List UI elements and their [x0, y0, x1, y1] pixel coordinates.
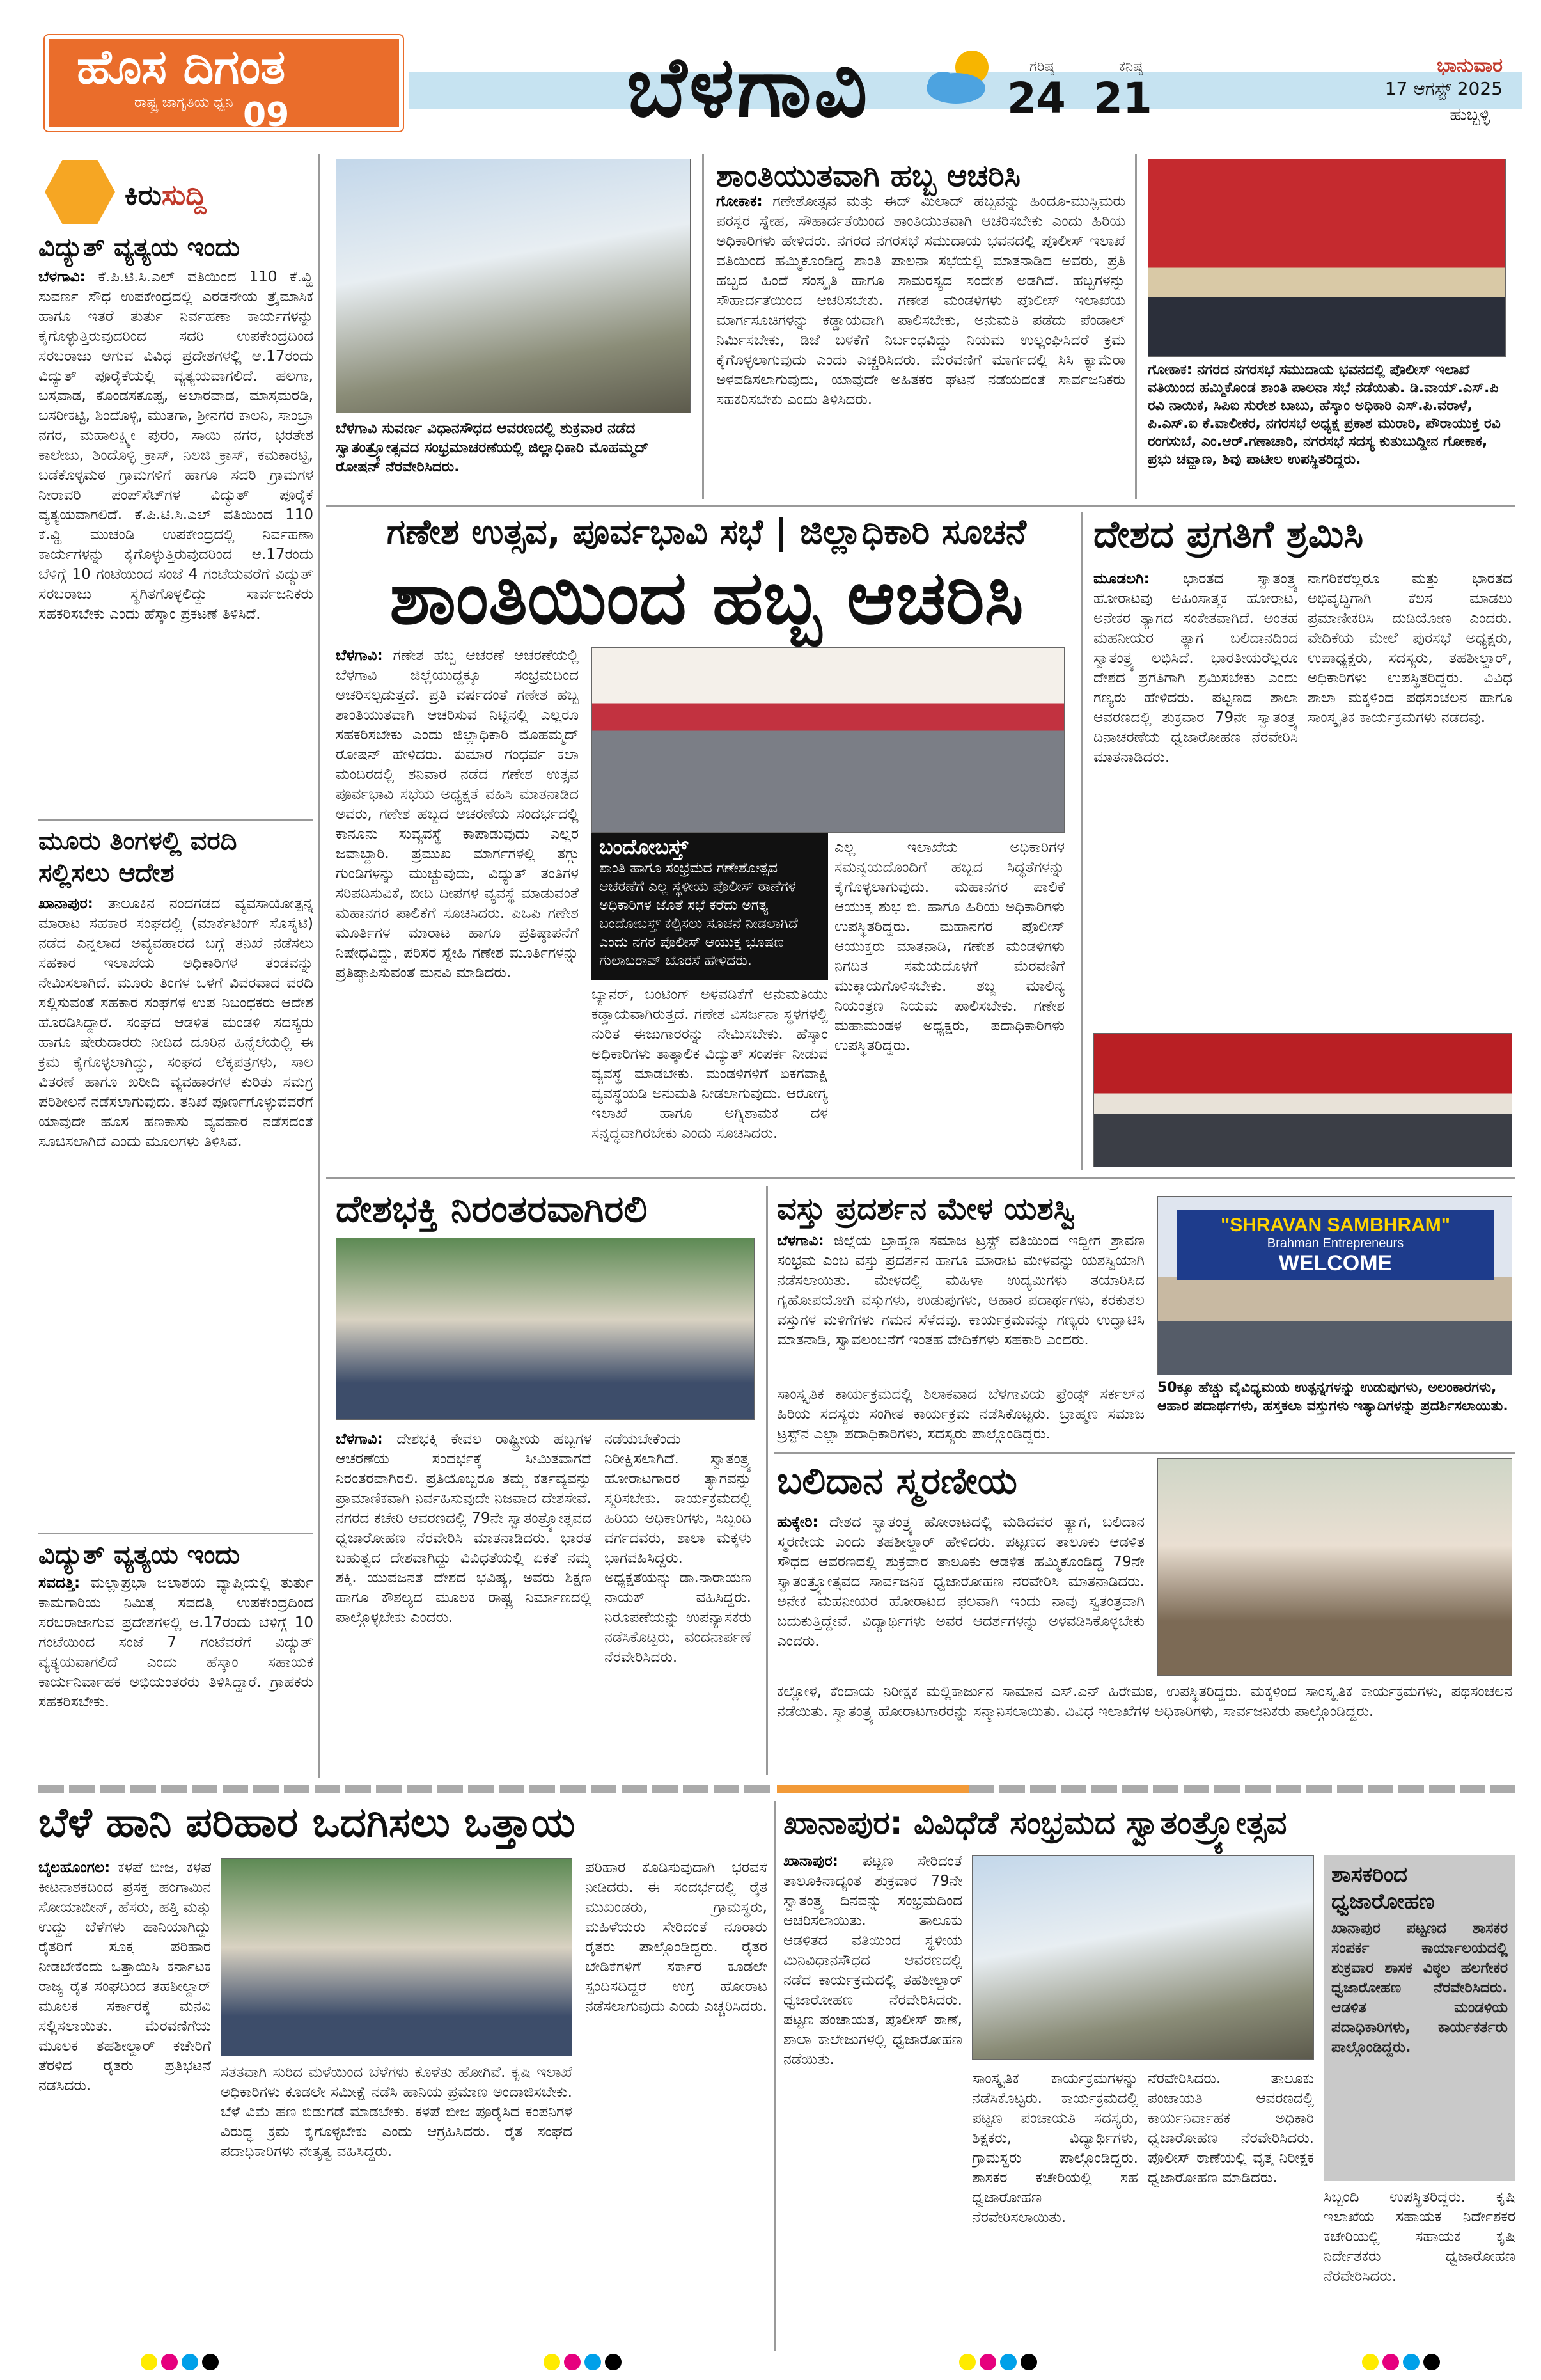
column-divider [702, 154, 704, 499]
story-body: ನಡೆಯಬೇಕೆಂದು ನಿರೀಕ್ಷಿಸಲಾಗಿದೆ. ಸ್ವಾತಂತ್ರ್ಯ ಹೋರಾಟಗಾರರ ತ್ಯಾಗವನ್ನು ಸ್ಮರಿಸಬೇಕು. ಕಾರ್ಯಕ್ರಮದಲ್ಲಿ ಹಿರಿಯ ಅಧಿಕಾರಿಗಳು, ಸಿಬ್ಬಂದಿ ವರ್ಗದವರು, ಶಾಲಾ ಮಕ್ಕಳು ಭಾಗವಹಿಸಿದ್ದರು. ಅಧ್ಯಕ್ಷತೆಯನ್ನು ಡಾ.ನಾರಾಯಣ ನಾಯಕ್ ವಹಿಸಿದ್ದರು. ನಿರೂಪಣೆಯನ್ನು ಉಪನ್ಯಾಸಕರು ನಡೆಸಿಕೊಟ್ಟರು, ವಂದನಾರ್ಪಣೆ ನೆರವೇರಿಸಿದರು. [604, 1431, 751, 1666]
issue-day: ಭಾನುವಾರ [1436, 54, 1503, 77]
photo-exhibition [1157, 1196, 1512, 1375]
registration-dot [1382, 2354, 1399, 2370]
story-headline: ದೇಶಭಕ್ತಿ ನಿರಂತರವಾಗಿರಲಿ [336, 1187, 648, 1231]
photo-caption-box [591, 833, 828, 980]
column-divider [318, 154, 320, 1778]
photo-caption: ಕಲ್ಲೋಳ, ಕೆಂದಾಯ ನಿರೀಕ್ಷಕ ಮಲ್ಲಿಕಾರ್ಜುನ ಸಾಮಾನ ಎಸ್.ಎನ್ ಹಿರೇಮಠ, ಉಪಸ್ಥಿತರಿದ್ದರು. ಮಕ್ಕಳಿಂದ ಸಾಂಸ್ಕೃತಿಕ ಕಾರ್ಯಕ್ರಮಗಳು, ಪಥಸಂಚಲನ ನಡೆಯಿತು. ಸ್ವಾತಂತ್ರ್ಯ ಹೋರಾಟಗಾರರನ್ನು ಸನ್ಮಾನಿಸಲಾಯಿತು. ವಿವಿಧ ಇಲಾಖೆಗಳ ಅಧಿಕಾರಿಗಳು, ಸಾರ್ವಜನಿಕರು ಪಾಲ್ಗೊಂಡಿದ್ದರು. [777, 1683, 1512, 1720]
registration-dot [980, 2354, 996, 2370]
section-stripe [38, 1785, 774, 1793]
story-body: ಸಿಬ್ಬಂದಿ ಉಪಸ್ಥಿತರಿದ್ದರು. ಕೃಷಿ ಇಲಾಖೆಯ ಸಹಾಯಕ ನಿರ್ದೇಶಕರ ಕಚೇರಿಯಲ್ಲಿ ಸಹಾಯಕ ಕೃಷಿ ನಿರ್ದೇಶಕರು ಧ್ವಜಾರೋಹಣ ನೆರವೇರಿಸಿದರು. [1324, 2189, 1515, 2285]
story-headline: ಮೂರು ತಿಂಗಳಲ್ಲಿ ವರದಿ ಸಲ್ಲಿಸಲು ಆದೇಶ [38, 826, 237, 888]
issue-date: 17 ಆಗಸ್ಟ್ 2025 [1384, 78, 1503, 99]
photo-farmers-protest [221, 1858, 572, 2056]
photo-school-function [1093, 1033, 1512, 1167]
masthead [0, 0, 1541, 138]
lead-body: ಎಲ್ಲ ಇಲಾಖೆಯ ಅಧಿಕಾರಿಗಳ ಸಮನ್ವಯದೊಂದಿಗೆ ಹಬ್ಬದ ಸಿದ್ಧತೆಗಳನ್ನು ಕೈಗೊಳ್ಳಲಾಗುವುದು. ಮಹಾನಗರ ಪಾಲಿಕೆ ಆಯುಕ್ತ ಶುಭ ಬಿ. ಹಾಗೂ ಹಿರಿಯ ಅಧಿಕಾರಿಗಳು ಉಪಸ್ಥಿತರಿದ್ದರು. ಮಹಾನಗರ ಪೊಲೀಸ್ ಆಯುಕ್ತರು ಮಾತನಾಡಿ, ಗಣೇಶ ಮಂಡಳಿಗಳು ನಿಗದಿತ ಸಮಯದೊಳಗೆ ಮೆರವಣಿಗೆ ಮುಕ್ತಾಯಗೊಳಿಸಬೇಕು. ಶಬ್ದ ಮಾಲಿನ್ಯ ನಿಯಂತ್ರಣ ನಿಯಮ ಪಾಲಿಸಬೇಕು. ಗಣೇಶ ಮಹಾಮಂಡಳ ಅಧ್ಯಕ್ಷರು, ಪದಾಧಿಕಾರಿಗಳು ಉಪಸ್ಥಿತರಿದ್ದರು. [834, 839, 1065, 1054]
photo-caption: ಬೆಳಗಾವಿ ಸುವರ್ಣ ವಿಧಾನಸೌಧದ ಆವರಣದಲ್ಲಿ ಶುಕ್ರವಾರ ನಡೆದ ಸ್ವಾತಂತ್ರ್ಯೋತ್ಸವದ ಸಂಭ್ರಮಾಚರಣೆಯಲ್ಲಿ ಜಿಲ್ಲಾಧಿಕಾರಿ ಮೊಹಮ್ಮದ್ ರೋಷನ್ ನೆರವೇರಿಸಿದರು. [336, 420, 649, 475]
story-body: ನಾಗರಿಕರೆಲ್ಲರೂ ಮತ್ತು ಭಾರತದ ಅಭಿವೃದ್ಧಿಗಾಗಿ ಕೆಲಸ ಮಾಡಲು ಪ್ರಮಾಣೀಕರಿಸಿ ದುಡಿಯೋಣ ಎಂದರು. ವೇದಿಕೆಯ ಮೇಲೆ ಪುರಸಭೆ ಅಧ್ಯಕ್ಷರು, ಉಪಾಧ್ಯಕ್ಷರು, ಸದಸ್ಯರು, ತಹಶೀಲ್ದಾರ್, ಅಧಿಕಾರಿಗಳು ಉಪಸ್ಥಿತರಿದ್ದರು. ವಿವಿಧ ಶಾಲಾ ಮಕ್ಕಳಿಂದ ಪಥಸಂಚಲನ ಹಾಗೂ ಸಾಂಸ್ಕೃತಿಕ ಕಾರ್ಯಕ್ರಮಗಳು ನಡೆದವು. [1308, 571, 1512, 726]
divider [38, 1533, 313, 1534]
registration-dot [564, 2354, 581, 2370]
column-divider [766, 1186, 768, 1775]
max-temp: 24 [1007, 74, 1066, 123]
edition: ಹುಬ್ಬಳ್ಳಿ [1450, 106, 1490, 125]
story-body: ಬೆಳಗಾವಿ: ಜಿಲ್ಲೆಯ ಬ್ರಾಹ್ಮಣ ಸಮಾಜ ಟ್ರಸ್ಟ್ ವತಿಯಿಂದ ಇದ್ದೀಗ ಶ್ರಾವಣ ಸಂಭ್ರಮ ಎಂಬ ವಸ್ತು ಪ್ರದರ್ಶನ ಹಾಗೂ ಮಾರಾಟ ಮೇಳವನ್ನು ಯಶಸ್ವಿಯಾಗಿ ನಡೆಸಲಾಯಿತು. ಮೇಳದಲ್ಲಿ ಮಹಿಳಾ ಉದ್ಯಮಿಗಳು ತಯಾರಿಸಿದ ಗೃಹೋಪಯೋಗಿ ವಸ್ತುಗಳು, ಉಡುಪುಗಳು, ಆಹಾರ ಪದಾರ್ಥಗಳು, ಕರಕುಶಲ ವಸ್ತುಗಳ ಮಳಿಗೆಗಳು ಗಮನ ಸೆಳೆದವು. ಕಾರ್ಯಕ್ರಮವನ್ನು ಗಣ್ಯರು ಉದ್ಘಾಟಿಸಿ ಮಾತನಾಡಿ, ಸ್ವಾವಲಂಬನೆಗೆ ಇಂತಹ ವೇದಿಕೆಗಳು ಸಹಕಾರಿ ಎಂದರು. [777, 1233, 1145, 1348]
divider [326, 1177, 1515, 1179]
registration-dot [1362, 2354, 1379, 2370]
registration-dot [1000, 2354, 1017, 2370]
story-body: ನೆರವೇರಿಸಿದರು. ತಾಲೂಕು ಪಂಚಾಯತಿ ಆವರಣದಲ್ಲಿ ಕಾರ್ಯನಿರ್ವಾಹಕ ಅಧಿಕಾರಿ ಧ್ವಜಾರೋಹಣ ನೆರವೇರಿಸಿದರು. ಪೊಲೀಸ್ ಠಾಣೆಯಲ್ಲಿ ವೃತ್ತ ನಿರೀಕ್ಷಕ ಧ್ವಜಾರೋಹಣ ಮಾಡಿದರು. [1148, 2070, 1314, 2186]
caption-text: ಶಾಂತಿ ಹಾಗೂ ಸಂಭ್ರಮದ ಗಣೇಶೋತ್ಸವ ಆಚರಣೆಗೆ ಎಲ್ಲ ಸ್ಥಳೀಯ ಪೊಲೀಸ್ ಠಾಣೆಗಳ ಅಧಿಕಾರಿಗಳ ಜೊತೆ ಸಭೆ ಕರೆದು ಅಗತ್ಯ ಬಂದೋಬಸ್ತ್ ಕಲ್ಪಿಸಲು ಸೂಚನೆ ನೀಡಲಾಗಿದೆ ಎಂದು ನಗರ ಪೊಲೀಸ್ ಆಯುಕ್ತ ಭೂಷಣ ಗುಲಾಬರಾವ್ ಬೊರಸೆ ಹೇಳಿದರು. [599, 860, 798, 969]
photo-flag-hoisting [336, 159, 691, 413]
mla-flag-box [1324, 1855, 1515, 2181]
lead-headline: ಶಾಂತಿಯಿಂದ ಹಬ್ಬ ಆಚರಿಸಿ [389, 555, 1024, 641]
min-temp: 21 [1093, 74, 1152, 123]
hand-icon [45, 160, 115, 224]
registration-dot [1403, 2354, 1420, 2370]
min-temp-label: ಕನಿಷ್ಠ [1119, 59, 1143, 75]
max-temp-label: ಗರಿಷ್ಠ [1029, 59, 1054, 75]
story-body: ಬೆಳಗಾವಿ: ದೇಶಭಕ್ತಿ ಕೇವಲ ರಾಷ್ಟ್ರೀಯ ಹಬ್ಬಗಳ ಆಚರಣೆಯ ಸಂದರ್ಭಕ್ಕೆ ಸೀಮಿತವಾಗದೆ ನಿರಂತರವಾಗಿರಲಿ. ಪ್ರತಿಯೊಬ್ಬರೂ ತಮ್ಮ ಕರ್ತವ್ಯವನ್ನು ಪ್ರಾಮಾಣಿಕವಾಗಿ ನಿರ್ವಹಿಸುವುದೇ ನಿಜವಾದ ದೇಶಸೇವೆ. ನಗರದ ಕಚೇರಿ ಆವರಣದಲ್ಲಿ 79ನೇ ಸ್ವಾತಂತ್ರ್ಯೋತ್ಸವದ ಧ್ವಜಾರೋಹಣ ನೆರವೇರಿಸಿ ಮಾತನಾಡಿದರು. ಭಾರತ ಬಹುತ್ವದ ದೇಶವಾಗಿದ್ದು ವಿವಿಧತೆಯಲ್ಲಿ ಏಕತೆ ನಮ್ಮ ಶಕ್ತಿ. ಯುವಜನತೆ ದೇಶದ ಭವಿಷ್ಯ, ಅವರು ಶಿಕ್ಷಣ ಹಾಗೂ ಕೌಶಲ್ಯದ ಮೂಲಕ ರಾಷ್ಟ್ರ ನಿರ್ಮಾಣದಲ್ಲಿ ಪಾಲ್ಗೊಳ್ಳಬೇಕು ಎಂದರು. [336, 1431, 591, 1626]
story-body: ಪರಿಹಾರ ಕೊಡಿಸುವುದಾಗಿ ಭರವಸೆ ನೀಡಿದರು. ಈ ಸಂದರ್ಭದಲ್ಲಿ ರೈತ ಮುಖಂಡರು, ಗ್ರಾಮಸ್ಥರು, ಮಹಿಳೆಯರು ಸೇರಿದಂತೆ ನೂರಾರು ರೈತರು ಪಾಲ್ಗೊಂಡಿದ್ದರು. ರೈತರ ಬೇಡಿಕೆಗಳಿಗೆ ಸರ್ಕಾರ ಕೂಡಲೇ ಸ್ಪಂದಿಸದಿದ್ದರೆ ಉಗ್ರ ಹೋರಾಟ ನಡೆಸಲಾಗುವುದು ಎಂದು ಎಚ್ಚರಿಸಿದರು. [585, 1859, 767, 2015]
caption-title: ಬಂದೋಬಸ್ತ್ [599, 835, 689, 859]
story-body: ಗೋಕಾಕ: ಗಣೇಶೋತ್ಸವ ಮತ್ತು ಈದ್ ಮಿಲಾದ್ ಹಬ್ಬವನ್ನು ಹಿಂದೂ-ಮುಸ್ಲಿಮರು ಪರಸ್ಪರ ಸ್ನೇಹ, ಸೌಹಾರ್ದತೆಯಿಂದ ಶಾಂತಿಯುತವಾಗಿ ಆಚರಿಸಬೇಕು ಎಂದು ಹಿರಿಯ ಅಧಿಕಾರಿಗಳು ಹೇಳಿದರು. ನಗರದ ನಗರಸಭೆ ಸಮುದಾಯ ಭವನದಲ್ಲಿ ಪೊಲೀಸ್ ಇಲಾಖೆ ವತಿಯಿಂದ ಹಮ್ಮಿಕೊಂಡಿದ್ದ ಶಾಂತಿ ಪಾಲನಾ ಸಭೆಯಲ್ಲಿ ಮಾತನಾಡಿದ ಅವರು, ಪ್ರತಿ ಹಬ್ಬದ ಹಿಂದೆ ಸಂಸ್ಕೃತಿ ಹಾಗೂ ಸಾಮರಸ್ಯದ ಸಂದೇಶ ಅಡಗಿದೆ. ಹಬ್ಬಗಳನ್ನು ಸೌಹಾರ್ದತೆಯಿಂದ ಆಚರಿಸಬೇಕು. ಗಣೇಶ ಮಂಡಳಿಗಳು ಪೊಲೀಸ್ ಇಲಾಖೆಯ ಮಾರ್ಗಸೂಚಿಗಳನ್ನು ಕಡ್ಡಾಯವಾಗಿ ಪಾಲಿಸಬೇಕು, ಅನುಮತಿ ಪಡೆದು ಪೆಂಡಾಲ್ ನಿರ್ಮಿಸಬೇಕು, ಡಿಜೆ ಬಳಕೆಗೆ ನಿರ್ಬಂಧವಿದ್ದು ನಿಯಮ ಉಲ್ಲಂಘಿಸಿದರೆ ಕ್ರಮ ಕೈಗೊಳ್ಳಲಾಗುವುದು ಎಂದು ಎಚ್ಚರಿಸಿದರು. ಮೆರವಣಿಗೆ ಮಾರ್ಗದಲ್ಲಿ ಸಿಸಿ ಕ್ಯಾಮೆರಾ ಅಳವಡಿಸಲಾಗುವುದು, ಯಾವುದೇ ಅಹಿತಕರ ಘಟನೆ ನಡೆಯದಂತೆ ಸಾರ್ವಜನಿಕರು ಸಹಕರಿಸಬೇಕು ಎಂದು ತಿಳಿಸಿದರು. [716, 193, 1125, 408]
section-stripe [969, 1785, 1515, 1793]
divider [38, 819, 313, 821]
divider [326, 505, 1515, 507]
lead-body: ಬೆಳಗಾವಿ: ಗಣೇಶ ಹಬ್ಬ ಆಚರಣೆ ಆಚರಣೆಯಲ್ಲಿ ಬೆಳಗಾವಿ ಜಿಲ್ಲೆಯುದ್ದಕ್ಕೂ ಸಂಭ್ರಮದಿಂದ ಆಚರಿಸಲ್ಪಡುತ್ತದೆ. ಪ್ರತಿ ವರ್ಷದಂತೆ ಗಣೇಶ ಹಬ್ಬ ಶಾಂತಿಯುತವಾಗಿ ಆಚರಿಸುವ ನಿಟ್ಟಿನಲ್ಲಿ ಎಲ್ಲರೂ ಸಹಕರಿಸಬೇಕು ಎಂದು ಜಿಲ್ಲಾಧಿಕಾರಿ ಮೊಹಮ್ಮದ್ ರೋಷನ್ ಹೇಳಿದರು. ಕುಮಾರ ಗಂಧರ್ವ ಕಲಾ ಮಂದಿರದಲ್ಲಿ ಶನಿವಾರ ನಡೆದ ಗಣೇಶ ಉತ್ಸವ ಪೂರ್ವಭಾವಿ ಸಭೆಯ ಅಧ್ಯಕ್ಷತೆ ವಹಿಸಿ ಮಾತನಾಡಿದ ಅವರು, ಗಣೇಶ ಹಬ್ಬದ ಆಚರಣೆಯ ಸಂದರ್ಭದಲ್ಲಿ ಕಾನೂನು ಸುವ್ಯವಸ್ಥೆ ಕಾಪಾಡುವುದು ಎಲ್ಲರ ಜವಾಬ್ದಾರಿ. ಪ್ರಮುಖ ಮಾರ್ಗಗಳಲ್ಲಿ ತಗ್ಗು ಗುಂಡಿಗಳನ್ನು ಮುಚ್ಚುವುದು, ವಿದ್ಯುತ್ ತಂತಿಗಳ ಸರಿಪಡಿಸುವಿಕೆ, ಬೀದಿ ದೀಪಗಳ ವ್ಯವಸ್ಥೆ ಮಾಡುವಂತೆ ಮಹಾನಗರ ಪಾಲಿಕೆಗೆ ಸೂಚಿಸಿದರು. ಪಿಒಪಿ ಗಣೇಶ ಮೂರ್ತಿಗಳ ಮಾರಾಟ ಹಾಗೂ ಪ್ರತಿಷ್ಠಾಪನೆಗೆ ನಿಷೇಧವಿದ್ದು, ಪರಿಸರ ಸ್ನೇಹಿ ಗಣೇಶ ಮೂರ್ತಿಗಳನ್ನು ಪ್ರತಿಷ್ಠಾಪಿಸುವಂತೆ ಮನವಿ ಮಾಡಿದರು. [336, 647, 579, 981]
lead-body: ಬ್ಯಾನರ್, ಬಂಟಿಂಗ್ ಅಳವಡಿಕೆಗೆ ಅನುಮತಿಯು ಕಡ್ಡಾಯವಾಗಿರುತ್ತದೆ. ಗಣೇಶ ವಿಸರ್ಜನಾ ಸ್ಥಳಗಳಲ್ಲಿ ನುರಿತ ಈಜುಗಾರರನ್ನು ನೇಮಿಸಬೇಕು. ಹೆಸ್ಕಾಂ ಅಧಿಕಾರಿಗಳು ತಾತ್ಕಾಲಿಕ ವಿದ್ಯುತ್ ಸಂಪರ್ಕ ನೀಡುವ ವ್ಯವಸ್ಥೆ ಮಾಡಬೇಕು. ಮಂಡಳಿಗಳಿಗೆ ಏಕಗವಾಕ್ಷಿ ವ್ಯವಸ್ಥೆಯಡಿ ಅನುಮತಿ ನೀಡಲಾಗುವುದು. ಆರೋಗ್ಯ ಇಲಾಖೆ ಹಾಗೂ ಅಗ್ನಿಶಾಮಕ ದಳ ಸನ್ನದ್ಧವಾಗಿರಬೇಕು ಎಂದು ಸೂಚಿಸಿದರು. [591, 986, 828, 1142]
story-body: ಸತತವಾಗಿ ಸುರಿದ ಮಳೆಯಿಂದ ಬೆಳೆಗಳು ಕೊಳೆತು ಹೋಗಿವೆ. ಕೃಷಿ ಇಲಾಖೆ ಅಧಿಕಾರಿಗಳು ಕೂಡಲೇ ಸಮೀಕ್ಷೆ ನಡೆಸಿ ಹಾನಿಯ ಪ್ರಮಾಣ ಅಂದಾಜಿಸಬೇಕು. ಬೆಳೆ ವಿಮೆ ಹಣ ಬಿಡುಗಡೆ ಮಾಡಬೇಕು. ಕಳಪೆ ಬೀಜ ಪೂರೈಸಿದ ಕಂಪನಿಗಳ ವಿರುದ್ಧ ಕ್ರಮ ಕೈಗೊಳ್ಳಬೇಕು ಎಂದು ಆಗ್ರಹಿಸಿದರು. ರೈತ ಸಂಘದ ಪದಾಧಿಕಾರಿಗಳು ನೇತೃತ್ವ ವಹಿಸಿದ್ದರು. [221, 2064, 572, 2160]
column-divider [1135, 154, 1137, 499]
photo-caption: 50ಕ್ಕೂ ಹೆಚ್ಚು ವೈವಿಧ್ಯಮಯ ಉತ್ಪನ್ನಗಳನ್ನು ಉಡುಪುಗಳು, ಅಲಂಕಾರಗಳು, ಆಹಾರ ಪದಾರ್ಥಗಳು, ಹಸ್ತಕಲಾ ವಸ್ತುಗಳು ಇತ್ಯಾದಿಗಳನ್ನು ಪ್ರದರ್ಶಿಸಲಾಯಿತು. [1157, 1380, 1508, 1414]
logo-tagline: ರಾಷ್ಟ್ರ ಜಾಗೃತಿಯ ಧ್ವನಿ [134, 95, 233, 111]
story-body: ಖಾನಾಪುರ: ತಾಲೂಕಿನ ನಂದಗಡದ ವ್ಯವಸಾಯೋತ್ಪನ್ನ ಮಾರಾಟ ಸಹಕಾರ ಸಂಘದಲ್ಲಿ (ಮಾರ್ಕೆಟಿಂಗ್ ಸೊಸೈಟಿ) ನಡೆದ ಎನ್ನಲಾದ ಅವ್ಯವಹಾರದ ಬಗ್ಗೆ ತನಿಖೆ ನಡೆಸಲು ಸಹಕಾರ ಇಲಾಖೆಯ ಅಧಿಕಾರಿಗಳ ತಂಡವನ್ನು ನೇಮಿಸಲಾಗಿದೆ. ಮೂರು ತಿಂಗಳ ಒಳಗೆ ವಿವರವಾದ ವರದಿ ಸಲ್ಲಿಸುವಂತೆ ಸಹಕಾರ ಸಂಘಗಳ ಉಪ ನಿಬಂಧಕರು ಆದೇಶ ಹೊರಡಿಸಿದ್ದಾರೆ. ಸಂಘದ ಆಡಳಿತ ಮಂಡಳಿ ಸದಸ್ಯರು ಹಾಗೂ ಷೇರುದಾರರು ನೀಡಿದ ದೂರಿನ ಹಿನ್ನೆಲೆಯಲ್ಲಿ ಈ ಕ್ರಮ ಕೈಗೊಳ್ಳಲಾಗಿದ್ದು, ಸಂಘದ ಲೆಕ್ಕಪತ್ರಗಳು, ಸಾಲ ವಿತರಣೆ ಹಾಗೂ ಖರೀದಿ ವ್ಯವಹಾರಗಳ ಕುರಿತು ಸಮಗ್ರ ಪರಿಶೀಲನೆ ನಡೆಸಲಾಗುವುದು. ತನಿಖೆ ಪೂರ್ಣಗೊಳ್ಳುವವರೆಗೆ ಯಾವುದೇ ಹೊಸ ಹಣಕಾಸು ವ್ಯವಹಾರ ನಡೆಸದಂತೆ ಸೂಚಿಸಲಾಗಿದೆ ಎಂದು ಮೂಲಗಳು ತಿಳಿಸಿವೆ. [38, 895, 313, 1150]
story-headline: ಖಾನಾಪುರ: ವಿವಿಧೆಡೆ ಸಂಭ್ರಮದ ಸ್ವಾತಂತ್ರ್ಯೋತ್ಸವ [783, 1804, 1287, 1841]
story-body: ಸವದತ್ತಿ: ಮಲ್ಲಾಪ್ರಭಾ ಜಲಾಶಯ ವ್ಯಾಪ್ತಿಯಲ್ಲಿ ತುರ್ತು ಕಾಮಗಾರಿಯ ನಿಮಿತ್ತ ಸವದತ್ತಿ ಉಪಕೇಂದ್ರದಿಂದ ಸರಬರಾಜಾಗುವ ಪ್ರದೇಶಗಳಲ್ಲಿ ಆ.17ರಂದು ಬೆಳಿಗ್ಗೆ 10 ಗಂಟೆಯಿಂದ ಸಂಜೆ 7 ಗಂಟೆವರೆಗೆ ವಿದ್ಯುತ್ ವ್ಯತ್ಯಯವಾಗಲಿದೆ ಎಂದು ಹೆಸ್ಕಾಂ ಸಹಾಯಕ ಕಾರ್ಯನಿರ್ವಾಹಕ ಅಭಿಯಂತರರು ತಿಳಿಸಿದ್ದಾರೆ. ಗ್ರಾಹಕರು ಸಹಕರಿಸಬೇಕು. [38, 1575, 313, 1710]
story-body: ಬೈಲಹೊಂಗಲ: ಕಳಪೆ ಬೀಜ, ಕಳಪೆ ಕೀಟನಾಶಕದಿಂದ ಪ್ರಸಕ್ತ ಹಂಗಾಮಿನ ಸೋಯಾಬೀನ್, ಹೆಸರು, ಹತ್ತಿ ಮತ್ತು ಉದ್ದು ಬೆಳೆಗಳು ಹಾನಿಯಾಗಿದ್ದು ರೈತರಿಗೆ ಸೂಕ್ತ ಪರಿಹಾರ ನೀಡಬೇಕೆಂದು ಒತ್ತಾಯಿಸಿ ಕರ್ನಾಟಕ ರಾಜ್ಯ ರೈತ ಸಂಘದಿಂದ ತಹಶೀಲ್ದಾರ್ ಮೂಲಕ ಸರ್ಕಾರಕ್ಕೆ ಮನವಿ ಸಲ್ಲಿಸಲಾಯಿತು. ಮೆರವಣಿಗೆಯ ಮೂಲಕ ತಹಶೀಲ್ದಾರ್ ಕಚೇರಿಗೆ ತೆರಳಿದ ರೈತರು ಪ್ರತಿಭಟನೆ ನಡೆಸಿದರು. [38, 1859, 211, 2094]
registration-dot [544, 2354, 560, 2370]
column-divider [774, 1801, 776, 2351]
registration-dot [161, 2354, 178, 2370]
registration-dot [605, 2354, 622, 2370]
lead-kicker: ಗಣೇಶ ಉತ್ಸವ, ಪೂರ್ವಭಾವಿ ಸಭೆ | ಜಿಲ್ಲಾಧಿಕಾರಿ ಸೂಚನೆ [386, 512, 1027, 552]
box-title: ಶಾಸಕರಿಂದ ಧ್ವಜಾರೋಹಣ [1331, 1862, 1435, 1914]
kirusuddi-label: ಕಿರುಸುದ್ದಿ [125, 179, 207, 212]
story-headline: ಶಾಂತಿಯುತವಾಗಿ ಹಬ್ಬ ಆಚರಿಸಿ [716, 158, 1021, 194]
registration-dot [182, 2354, 198, 2370]
story-body: ಬೆಳಗಾವಿ: ಕೆ.ಪಿ.ಟಿ.ಸಿ.ಎಲ್ ವತಿಯಿಂದ 110 ಕೆ.ವ್ಹಿ ಸುವರ್ಣ ಸೌಧ ಉಪಕೇಂದ್ರದಲ್ಲಿ ಎರಡನೇಯ ತ್ರೈಮಾಸಿಕ ಹಾಗೂ ಇತರೆ ತುರ್ತು ನಿರ್ವಹಣಾ ಕಾರ್ಯಗಳನ್ನು ಕೈಗೊಳ್ಳುತ್ತಿರುವುದರಿಂದ ಸದರಿ ಉಪಕೇಂದ್ರದಿಂದ ಸರಬರಾಜು ಆಗುವ ವಿವಿಧ ಪ್ರದೇಶಗಳಲ್ಲಿ ಆ.17ರಂದು ವಿದ್ಯುತ್ ಪೂರೈಕೆಯಲ್ಲಿ ವ್ಯತ್ಯಯವಾಗಲಿದೆ. ಹಲಗಾ, ಬಸ್ತವಾಡ, ಕೊಂಡಸಕೊಪ್ಪ, ಅಲಾರವಾಡ, ಮಾಸ್ತಮರಡಿ, ಬಸರೀಕಟ್ಟಿ, ಶಿಂದೊಳ್ಳಿ, ಮುತಗಾ, ಶ್ರೀನಗರ ಕಾಲನಿ, ಸಾಂಬ್ರಾ ನಗರ, ಮಹಾಲಕ್ಷ್ಮೀ ಪುರಂ, ಸಾಯಿ ನಗರ, ಭರತೇಶ ಕಾಲೇಜು, ಶಿಂದೊಳ್ಳಿ ಕ್ರಾಸ್, ನಿಲಜಿ ಕ್ರಾಸ್, ಕಮಕಾರಟ್ಟಿ, ಬಡೆಕೊಳ್ಳಮಠ ಗ್ರಾಮಗಳಿಗೆ ಹಾಗೂ ಸದರಿ ಗ್ರಾಮಗಳ ನೀರಾವರಿ ಪಂಪ್‌ಸೆಟ್‌ಗಳ ವಿದ್ಯುತ್ ಪೂರೈಕೆ ವ್ಯತ್ಯಯವಾಗಲಿದೆ. ಕೆ.ಪಿ.ಟಿ.ಸಿ.ಎಲ್ ವತಿಯಿಂದ 110 ಕೆ.ವ್ಹಿ ಮುಚಂಡಿ ಉಪಕೇಂದ್ರದಲ್ಲಿ ನಿರ್ವಹಣಾ ಕಾರ್ಯಗಳನ್ನು ಕೈಗೊಳ್ಳುತ್ತಿರುವುದರಿಂದ ಆ.17ರಂದು ಬೆಳಿಗ್ಗೆ 10 ಗಂಟೆಯಿಂದ ಸಂಜೆ 4 ಗಂಟೆಯವರೆಗೆ ವಿದ್ಯುತ್ ಸರಬರಾಜು ಸ್ಥಗಿತಗೊಳ್ಳಲಿದ್ದು ಸಾರ್ವಜನಿಕರು ಸಹಕರಿಸಬೇಕು ಎಂದು ಹೆಸ್ಕಾಂ ಪ್ರಕಟಣೆ ತಿಳಿಸಿದೆ. [38, 269, 313, 622]
photo-sacrifice-event [1157, 1458, 1512, 1676]
photo-caption: ಗೋಕಾಕ: ನಗರದ ನಗರಸಭೆ ಸಮುದಾಯ ಭವನದಲ್ಲಿ ಪೊಲೀಸ್ ಇಲಾಖೆ ವತಿಯಿಂದ ಹಮ್ಮಿಕೊಂಡ ಶಾಂತಿ ಪಾಲನಾ ಸಭೆ ನಡೆಯಿತು. ಡಿ.ವಾಯ್.ಎಸ್.ಪಿ ರವಿ ನಾಯಿಕ, ಸಿಪಿಐ ಸುರೇಶ ಬಾಬು, ಹೆಸ್ಕಾಂ ಅಧಿಕಾರಿ ಎಸ್.ಪಿ.ವರಾಳೆ, ಪಿ.ಎಸ್.ಐ ಕೆ.ವಾಲೀಕರ, ನಗರಸಭೆ ಅಧ್ಯಕ್ಷ ಪ್ರಕಾಶ ಮುರಾರಿ, ಪೌರಾಯುಕ್ತ ರವಿ ರಂಗಸುಬೆ, ಎಂ.ಆರ್.ಗಣಾಚಾರಿ, ನಗರಸಭೆ ಸದಸ್ಯ ಕುತುಬುದ್ದೀನ ಗೋಕಾಕ, ಪ್ರಭು ಚವ್ಹಾಣ, ಶಿವು ಪಾಟೀಲ ಉಪಸ್ಥಿತರಿದ್ದರು. [1148, 362, 1501, 468]
registration-dot [141, 2354, 157, 2370]
logo-text: ಹೊಸ ದಿಗಂತ [77, 40, 286, 95]
photo-khanapur-flag [972, 1855, 1314, 2060]
city-name: ಬೆಳಗಾವಿ [627, 38, 870, 136]
column-divider [1081, 512, 1083, 1170]
registration-dot [584, 2354, 601, 2370]
story-headline: ಬಲಿದಾನ ಸ್ಮರಣೀಯ [777, 1459, 1017, 1502]
registration-dot [202, 2354, 219, 2370]
cloud-sun-icon [921, 45, 997, 109]
story-body: ಸಾಂಸ್ಕೃತಿಕ ಕಾರ್ಯಕ್ರಮಗಳನ್ನು ನಡೆಸಿಕೊಟ್ಟರು. ಕಾರ್ಯಕ್ರಮದಲ್ಲಿ ಪಟ್ಟಣ ಪಂಚಾಯತಿ ಸದಸ್ಯರು, ಶಿಕ್ಷಕರು, ವಿದ್ಯಾರ್ಥಿಗಳು, ಗ್ರಾಮಸ್ಥರು ಪಾಲ್ಗೊಂಡಿದ್ದರು. ಶಾಸಕರ ಕಚೇರಿಯಲ್ಲಿ ಸಹ ಧ್ವಜಾರೋಹಣ ನೆರವೇರಿಸಲಾಯಿತು. [972, 2070, 1138, 2226]
story-headline: ವಸ್ತು ಪ್ರದರ್ಶನ ಮೇಳ ಯಶಸ್ವಿ [777, 1191, 1076, 1227]
section-stripe-accent [777, 1785, 969, 1793]
story-body: ಖಾನಾಪುರ: ಪಟ್ಟಣ ಸೇರಿದಂತೆ ತಾಲೂಕಿನಾದ್ಯಂತ ಶುಕ್ರವಾರ 79ನೇ ಸ್ವಾತಂತ್ರ್ಯ ದಿನವನ್ನು ಸಂಭ್ರಮದಿಂದ ಆಚರಿಸಲಾಯಿತು. ತಾಲೂಕು ಆಡಳಿತದ ವತಿಯಿಂದ ಸ್ಥಳೀಯ ಮಿನಿವಿಧಾನಸೌಧದ ಆವರಣದಲ್ಲಿ ನಡೆದ ಕಾರ್ಯಕ್ರಮದಲ್ಲಿ ತಹಶೀಲ್ದಾರ್ ಧ್ವಜಾರೋಹಣ ನೆರವೇರಿಸಿದರು. ಪಟ್ಟಣ ಪಂಚಾಯತ, ಪೊಲೀಸ್ ಠಾಣೆ, ಶಾಲಾ ಕಾಲೇಜುಗಳಲ್ಲಿ ಧ್ವಜಾರೋಹಣ ನಡೆಯಿತು. [783, 1853, 962, 2068]
photo-ganesh-meeting [591, 647, 1065, 833]
registration-dot [1423, 2354, 1440, 2370]
story-headline: ದೇಶದ ಪ್ರಗತಿಗೆ ಶ್ರಮಿಸಿ [1093, 512, 1364, 556]
story-body: ಮೂಡಲಗಿ: ಭಾರತದ ಸ್ವಾತಂತ್ರ್ಯ ಹೋರಾಟವು ಅಹಿಂಸಾತ್ಮಕ ಹೋರಾಟ, ಅನೇಕರ ತ್ಯಾಗದ ಸಂಕೇತವಾಗಿದೆ. ಅಂತಹ ಮಹನೀಯರ ತ್ಯಾಗ ಬಲಿದಾನದಿಂದ ಸ್ವಾತಂತ್ರ್ಯ ಲಭಿಸಿದೆ. ಭಾರತೀಯರೆಲ್ಲರೂ ದೇಶದ ಪ್ರಗತಿಗಾಗಿ ಶ್ರಮಿಸಬೇಕು ಎಂದು ಗಣ್ಯರು ಹೇಳಿದರು. ಪಟ್ಟಣದ ಶಾಲಾ ಆವರಣದಲ್ಲಿ ಶುಕ್ರವಾರ 79ನೇ ಸ್ವಾತಂತ್ರ್ಯ ದಿನಾಚರಣೆಯ ಧ್ವಜಾರೋಹಣ ನೆರವೇರಿಸಿ ಮಾತನಾಡಿದರು. [1093, 571, 1298, 766]
story-headline: ವಿದ್ಯುತ್ ವ್ಯತ್ಯಯ ಇಂದು [38, 1540, 240, 1570]
exhibition-banner: "SHRAVAN SAMBHRAM" Brahman Entrepreneurs WELCOME [1177, 1210, 1494, 1280]
story-headline: ವಿದ್ಯುತ್ ವ್ಯತ್ಯಯ ಇಂದು [38, 233, 240, 262]
page-number: 09 [243, 96, 290, 134]
divider [774, 1452, 1515, 1454]
photo-peace-meeting [1148, 159, 1506, 357]
story-body: ಸಾಂಸ್ಕೃತಿಕ ಕಾರ್ಯಕ್ರಮದಲ್ಲಿ ಶಿಲಾಕವಾದ ಬೆಳಗಾವಿಯ ಫ್ರೆಂಡ್ಸ್ ಸರ್ಕಲ್‌ನ ಹಿರಿಯ ಸದಸ್ಯರು ಸಂಗೀತ ಕಾರ್ಯಕ್ರಮ ನಡೆಸಿಕೊಟ್ಟರು. ಬ್ರಾಹ್ಮಣ ಸಮಾಜ ಟ್ರಸ್ಟ್‌ನ ಎಲ್ಲಾ ಪದಾಧಿಕಾರಿಗಳು, ಸದಸ್ಯರು ಪಾಲ್ಗೊಂಡಿದ್ದರು. [777, 1386, 1145, 1442]
story-body: ಹುಕ್ಕೇರಿ: ದೇಶದ ಸ್ವಾತಂತ್ರ್ಯ ಹೋರಾಟದಲ್ಲಿ ಮಡಿದವರ ತ್ಯಾಗ, ಬಲಿದಾನ ಸ್ಮರಣೀಯ ಎಂದು ತಹಶೀಲ್ದಾರ್ ಹೇಳಿದರು. ಪಟ್ಟಣದ ತಾಲೂಕು ಆಡಳಿತ ಸೌಧದ ಆವರಣದಲ್ಲಿ ಶುಕ್ರವಾರ ತಾಲೂಕು ಆಡಳಿತ ಹಮ್ಮಿಕೊಂಡಿದ್ದ 79ನೇ ಸ್ವಾತಂತ್ರ್ಯೋತ್ಸವದ ಸಾರ್ವಜನಿಕ ಧ್ವಜಾರೋಹಣ ನೆರವೇರಿಸಿ ಮಾತನಾಡಿದರು. ಅನೇಕ ಮಹನೀಯರ ಹೋರಾಟದ ಫಲವಾಗಿ ಇಂದು ನಾವು ಸ್ವತಂತ್ರವಾಗಿ ಬದುಕುತ್ತಿದ್ದೇವೆ. ವಿದ್ಯಾರ್ಥಿಗಳು ಅವರ ಆದರ್ಶಗಳನ್ನು ಅಳವಡಿಸಿಕೊಳ್ಳಬೇಕು ಎಂದರು. [777, 1514, 1145, 1650]
story-headline: ಬೆಳೆ ಹಾನಿ ಪರಿಹಾರ ಒದಗಿಸಲು ಒತ್ತಾಯ [38, 1799, 575, 1847]
photo-patriot-event [336, 1238, 755, 1420]
registration-dot [959, 2354, 976, 2370]
print-registration-marks [0, 2354, 1541, 2380]
box-body: ಖಾನಾಪುರ ಪಟ್ಟಣದ ಶಾಸಕರ ಸಂಪರ್ಕ ಕಾರ್ಯಾಲಯದಲ್ಲಿ ಶುಕ್ರವಾರ ಶಾಸಕ ವಿಠ್ಠಲ ಹಲಗೇಕರ ಧ್ವಜಾರೋಹಣ ನೆರವೇರಿಸಿದರು. ಆಡಳಿತ ಮಂಡಳಿಯ ಪದಾಧಿಕಾರಿಗಳು, ಕಾರ್ಯಕರ್ತರು ಪಾಲ್ಗೊಂಡಿದ್ದರು. [1331, 1920, 1508, 2056]
registration-dot [1021, 2354, 1037, 2370]
